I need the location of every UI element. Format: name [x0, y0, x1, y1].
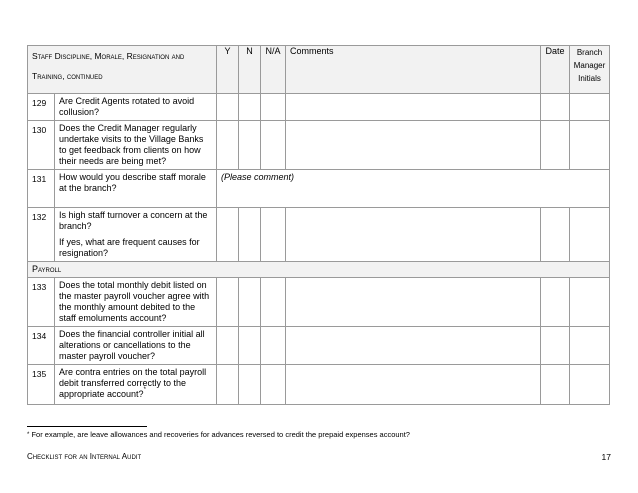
question-number: 131 [28, 170, 55, 208]
question-row-130 [28, 121, 610, 170]
initials-header-line2: Manager [573, 61, 606, 70]
answer-yes-cell[interactable] [217, 327, 239, 365]
col-yes-header: Y [217, 46, 239, 94]
question-row-132 [28, 208, 610, 262]
answer-no-cell[interactable] [239, 208, 261, 262]
question-row-133 [28, 278, 610, 327]
question-row-131 [28, 170, 610, 208]
date-cell[interactable] [541, 121, 570, 170]
answer-yes-cell[interactable] [217, 278, 239, 327]
section-title-line2: Training, continued [32, 71, 103, 81]
initials-header-line1: Branch [576, 48, 603, 57]
question-number: 134 [28, 327, 55, 365]
answer-na-cell[interactable] [261, 121, 286, 170]
question-text-part2: If yes, what are frequent causes for resignation? [59, 237, 200, 258]
initials-cell[interactable] [570, 278, 610, 327]
question-row-135 [28, 365, 610, 405]
comments-cell[interactable] [286, 278, 541, 327]
question-number: 133 [28, 278, 55, 327]
initials-cell[interactable] [570, 208, 610, 262]
comments-cell[interactable] [286, 327, 541, 365]
col-na-header: N/A [261, 46, 286, 94]
checklist-sheet [27, 45, 609, 405]
question-text [55, 365, 217, 405]
comments-cell[interactable] [286, 365, 541, 405]
comments-cell[interactable] [286, 94, 541, 121]
footnote-reference[interactable]: * [143, 387, 146, 393]
question-text-part1: Is high staff turnover a concern at the branch? [59, 210, 208, 231]
question-row-134 [28, 327, 610, 365]
answer-na-cell[interactable] [261, 327, 286, 365]
date-cell[interactable] [541, 278, 570, 327]
header-row [28, 46, 610, 94]
question-number: 135 [28, 365, 55, 405]
section-payroll-row [28, 262, 610, 278]
answer-na-cell[interactable] [261, 278, 286, 327]
date-cell[interactable] [541, 365, 570, 405]
question-text: How would you describe staff morale at the branch? [55, 170, 217, 208]
answer-yes-cell[interactable] [217, 94, 239, 121]
initials-cell[interactable] [570, 94, 610, 121]
answer-no-cell[interactable] [239, 365, 261, 405]
initials-cell[interactable] [570, 327, 610, 365]
answer-yes-cell[interactable] [217, 121, 239, 170]
question-text: Does the Credit Manager regularly undertake visits to the Village Banks to get feedback from clients on how their needs are being met? [55, 121, 217, 170]
col-date-header: Date [541, 46, 570, 94]
footnote-text: For example, are leave allowances and recoveries for advances reversed to credit the prepaid expenses account? [31, 430, 410, 439]
question-number: 129 [28, 94, 55, 121]
question-number: 130 [28, 121, 55, 170]
answer-no-cell[interactable] [239, 94, 261, 121]
question-text-body: Are contra entries on the total payroll debit transferred correctly to the appropriate account? [59, 367, 207, 399]
checklist-table [27, 45, 610, 405]
comments-cell[interactable] [286, 121, 541, 170]
initials-cell[interactable] [570, 121, 610, 170]
footnote-divider [27, 426, 147, 427]
question-text: Does the total monthly debit listed on the master payroll voucher agree with the monthly amount debited to the staff emoluments account? [55, 278, 217, 327]
page-number: 17 [601, 452, 611, 462]
answer-na-cell[interactable] [261, 94, 286, 121]
comments-cell[interactable] [286, 208, 541, 262]
answer-no-cell[interactable] [239, 327, 261, 365]
question-text: Are Credit Agents rotated to avoid collusion? [55, 94, 217, 121]
answer-no-cell[interactable] [239, 278, 261, 327]
footer-document-title: Checklist for an Internal Audit [27, 452, 142, 461]
initials-header-line3: Initials [578, 74, 601, 83]
col-no-header: N [239, 46, 261, 94]
question-number: 132 [28, 208, 55, 262]
col-comments-header: Comments [286, 46, 541, 94]
answer-na-cell[interactable] [261, 365, 286, 405]
question-row-129 [28, 94, 610, 121]
comment-prompt[interactable]: (Please comment) [217, 170, 610, 208]
initials-cell[interactable] [570, 365, 610, 405]
answer-yes-cell[interactable] [217, 208, 239, 262]
col-initials-header [570, 46, 610, 94]
section-title [28, 46, 217, 94]
date-cell[interactable] [541, 94, 570, 121]
question-text [55, 208, 217, 262]
section-payroll-title: Payroll [28, 262, 610, 278]
answer-na-cell[interactable] [261, 208, 286, 262]
footnote-mark: * [27, 432, 30, 438]
date-cell[interactable] [541, 327, 570, 365]
section-title-line1: Staff Discipline, Morale, Resignation and [32, 51, 185, 61]
date-cell[interactable] [541, 208, 570, 262]
footnote [27, 430, 617, 440]
answer-yes-cell[interactable] [217, 365, 239, 405]
answer-no-cell[interactable] [239, 121, 261, 170]
page-footer [27, 452, 611, 461]
question-text: Does the financial controller initial all alterations or cancellations to the master payroll voucher? [55, 327, 217, 365]
